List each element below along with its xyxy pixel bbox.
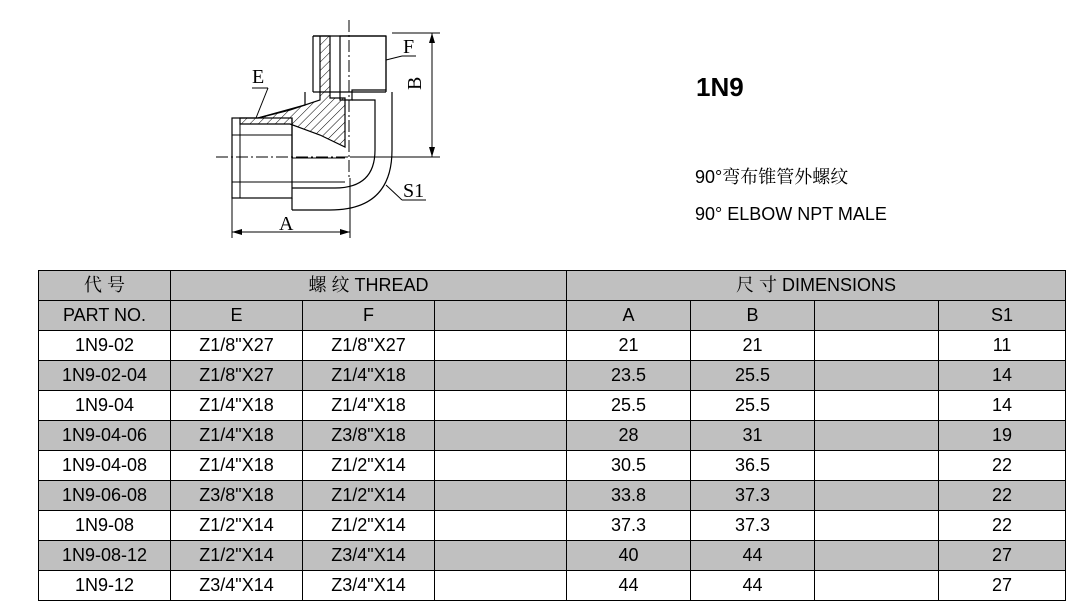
cell-f: Z1/8"X27 <box>303 331 435 361</box>
label-s1: S1 <box>403 180 425 202</box>
cell-blank <box>435 331 567 361</box>
header-e: E <box>171 301 303 331</box>
header-f: F <box>303 301 435 331</box>
cell-f: Z1/4"X18 <box>303 361 435 391</box>
cell-blank <box>815 451 939 481</box>
cell-part: 1N9-04-06 <box>39 421 171 451</box>
label-e: E <box>252 66 265 88</box>
cell-f: Z3/4"X14 <box>303 571 435 601</box>
header-dimensions: 尺 寸 DIMENSIONS <box>567 271 1066 301</box>
cell-e: Z1/2"X14 <box>171 541 303 571</box>
cell-f: Z3/8"X18 <box>303 421 435 451</box>
cell-blank <box>815 541 939 571</box>
cell-blank <box>435 541 567 571</box>
table-row <box>39 511 1066 541</box>
header-s1: S1 <box>939 301 1066 331</box>
cell-part: 1N9-06-08 <box>39 481 171 511</box>
cell-s1: 14 <box>939 361 1066 391</box>
product-description-en: 90° ELBOW NPT MALE <box>695 204 887 224</box>
cell-part: 1N9-04 <box>39 391 171 421</box>
cell-e: Z3/8"X18 <box>171 481 303 511</box>
cell-a: 37.3 <box>567 511 691 541</box>
cell-s1: 27 <box>939 541 1066 571</box>
cell-f: Z1/2"X14 <box>303 481 435 511</box>
header-a: A <box>567 301 691 331</box>
cell-b: 44 <box>691 571 815 601</box>
cell-blank <box>435 391 567 421</box>
cell-e: Z1/4"X18 <box>171 451 303 481</box>
cell-b: 37.3 <box>691 481 815 511</box>
header-blank-1 <box>435 301 567 331</box>
table-row <box>39 391 1066 421</box>
cell-a: 40 <box>567 541 691 571</box>
header-blank-2 <box>815 301 939 331</box>
table-row <box>39 361 1066 391</box>
cell-s1: 11 <box>939 331 1066 361</box>
table-header-row-1 <box>39 271 1066 301</box>
cell-part: 1N9-02-04 <box>39 361 171 391</box>
cell-part: 1N9-02 <box>39 331 171 361</box>
cell-a: 23.5 <box>567 361 691 391</box>
cell-blank <box>815 391 939 421</box>
cell-e: Z1/4"X18 <box>171 391 303 421</box>
cell-blank <box>435 421 567 451</box>
cell-a: 44 <box>567 571 691 601</box>
cell-blank <box>815 481 939 511</box>
cell-blank <box>815 361 939 391</box>
cell-part: 1N9-12 <box>39 571 171 601</box>
cell-s1: 22 <box>939 511 1066 541</box>
cell-blank <box>435 571 567 601</box>
header-thread: 螺 纹 THREAD <box>171 271 567 301</box>
table-row <box>39 421 1066 451</box>
cell-a: 21 <box>567 331 691 361</box>
cell-a: 28 <box>567 421 691 451</box>
cell-blank <box>435 481 567 511</box>
cell-part: 1N9-08 <box>39 511 171 541</box>
cell-b: 36.5 <box>691 451 815 481</box>
cell-a: 25.5 <box>567 391 691 421</box>
cell-b: 25.5 <box>691 361 815 391</box>
table-header-row-2 <box>39 301 1066 331</box>
cell-blank <box>815 571 939 601</box>
cell-blank <box>435 361 567 391</box>
cell-b: 37.3 <box>691 511 815 541</box>
table-row <box>39 481 1066 511</box>
header-part-no: PART NO. <box>39 301 171 331</box>
header-b: B <box>691 301 815 331</box>
elbow-fitting-drawing <box>200 18 440 240</box>
cell-f: Z3/4"X14 <box>303 541 435 571</box>
cell-b: 31 <box>691 421 815 451</box>
cell-blank <box>815 331 939 361</box>
product-model: 1N9 <box>696 72 744 102</box>
cell-s1: 19 <box>939 421 1066 451</box>
cell-e: Z1/8"X27 <box>171 331 303 361</box>
label-a: A <box>279 213 294 235</box>
table-row <box>39 541 1066 571</box>
cell-e: Z3/4"X14 <box>171 571 303 601</box>
product-description-cn: 90°弯布锥管外螺纹 <box>695 167 849 187</box>
cell-e: Z1/2"X14 <box>171 511 303 541</box>
cell-e: Z1/4"X18 <box>171 421 303 451</box>
cell-e: Z1/8"X27 <box>171 361 303 391</box>
cell-a: 33.8 <box>567 481 691 511</box>
cell-blank <box>815 511 939 541</box>
cell-f: Z1/2"X14 <box>303 451 435 481</box>
cell-part: 1N9-08-12 <box>39 541 171 571</box>
cell-s1: 14 <box>939 391 1066 421</box>
cell-s1: 27 <box>939 571 1066 601</box>
cell-a: 30.5 <box>567 451 691 481</box>
spec-table <box>38 270 1066 601</box>
table-row <box>39 331 1066 361</box>
header-part-cn: 代 号 <box>39 271 171 301</box>
cell-b: 21 <box>691 331 815 361</box>
cell-part: 1N9-04-08 <box>39 451 171 481</box>
cell-f: Z1/2"X14 <box>303 511 435 541</box>
cell-s1: 22 <box>939 481 1066 511</box>
cell-blank <box>815 421 939 451</box>
cell-blank <box>435 511 567 541</box>
cell-blank <box>435 451 567 481</box>
label-f: F <box>403 36 415 58</box>
cell-b: 25.5 <box>691 391 815 421</box>
table-row <box>39 451 1066 481</box>
table-row <box>39 571 1066 601</box>
cell-f: Z1/4"X18 <box>303 391 435 421</box>
cell-s1: 22 <box>939 451 1066 481</box>
label-b: B <box>404 76 426 90</box>
cell-b: 44 <box>691 541 815 571</box>
